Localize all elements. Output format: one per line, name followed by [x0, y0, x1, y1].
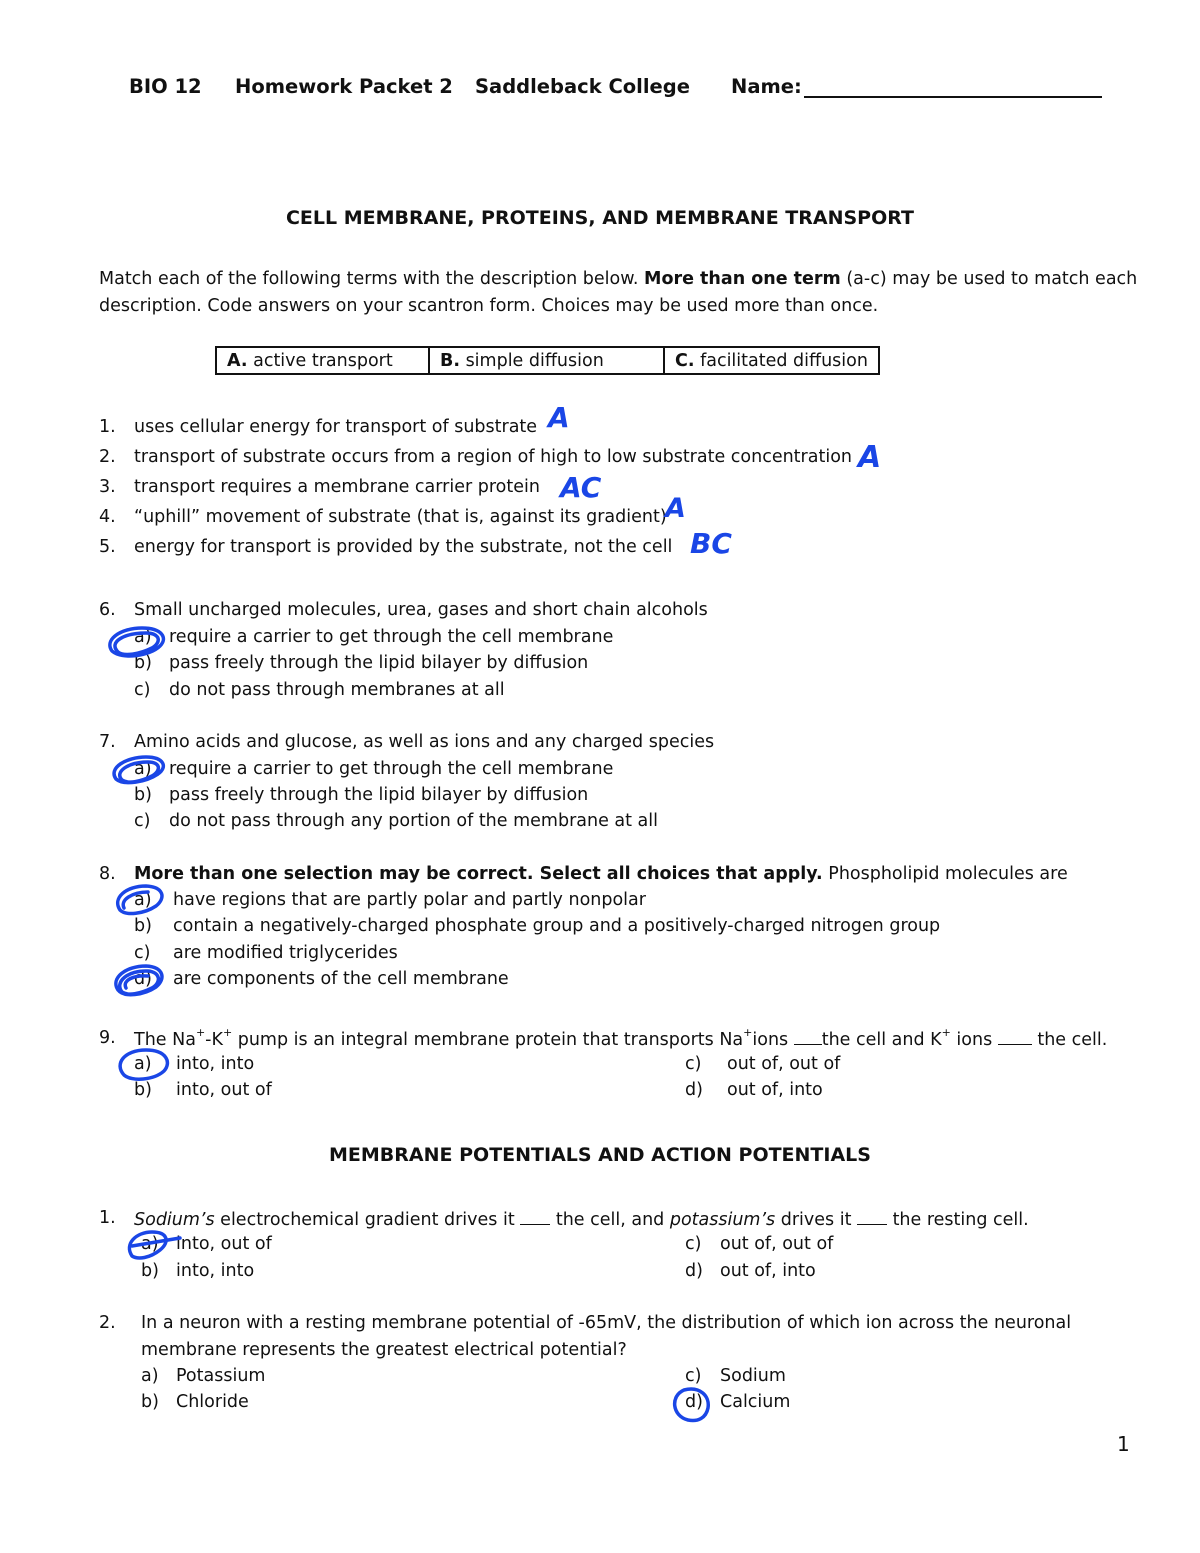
q8-option-b-text: contain a negatively-charged phosphate group and a positively-charged nitrogen group	[173, 916, 941, 936]
q9-option-a-text: into, into	[176, 1054, 255, 1074]
college-label: Saddleback College	[475, 75, 690, 98]
q8-option-b: b)	[134, 916, 152, 936]
page-number: 1	[1117, 1432, 1130, 1456]
q8-option-c: c)	[134, 943, 151, 963]
s2-q1-option-d: d)	[685, 1261, 703, 1281]
s2-q1-option-a: a)	[141, 1234, 159, 1254]
q8-stem: 8. More than one selection may be correct. Select all choices that apply. Phospholipid molecules are	[99, 864, 1068, 884]
q9-option-a: a)	[134, 1054, 152, 1074]
match-item-1: 1. uses cellular energy for transport of substrate	[99, 417, 538, 437]
q7-stem: 7. Amino acids and glucose, as well as ions and any charged species	[99, 732, 715, 752]
match-item-3: 3. transport requires a membrane carrier protein	[99, 477, 540, 497]
s2-q1-option-c-text: out of, out of	[720, 1234, 834, 1254]
q7-option-a-text: require a carrier to get through the cell membrane	[169, 759, 614, 779]
q9-answer-circle	[120, 1050, 167, 1079]
s2-q1-option-c: c)	[685, 1234, 702, 1254]
q9-option-b-text: into, out of	[176, 1080, 272, 1100]
s2-q2-stem-line2: membrane represents the greatest electrical potential?	[141, 1340, 627, 1360]
q7-option-c-text: do not pass through any portion of the membrane at all	[169, 811, 659, 831]
handwritten-answer-5: BC	[690, 527, 732, 560]
q6-option-a-text: require a carrier to get through the cell membrane	[169, 627, 614, 647]
q6-option-c: c)	[134, 680, 151, 700]
q6-option-c-text: do not pass through membranes at all	[169, 680, 505, 700]
choice-a: A. active transport	[216, 347, 429, 374]
q9-stem: 9. The Na+-K+ pump is an integral membrane protein that transports Na+ions the cell and K+ ions the cell.	[99, 1026, 1108, 1050]
s2-q2-stem-line1: 2. In a neuron with a resting membrane potential of -65mV, the distribution of which ion across the neuronal	[99, 1313, 1072, 1333]
handwritten-answer-3: AC	[560, 471, 602, 504]
q6-option-b-text: pass freely through the lipid bilayer by diffusion	[169, 653, 589, 673]
handwritten-answer-1: A	[548, 401, 570, 434]
s2-q2-option-c: c)	[685, 1366, 702, 1386]
s2-q1-option-d-text: out of, into	[720, 1261, 816, 1281]
s2-q1-stem: 1. Sodium’s electrochemical gradient drives it the cell, and potassium’s drives it the resting cell.	[99, 1208, 1029, 1230]
q6-stem: 6. Small uncharged molecules, urea, gases and short chain alcohols	[99, 600, 708, 620]
q9-option-d: d)	[685, 1080, 703, 1100]
s2-q2-option-d: d)	[685, 1392, 703, 1412]
q9-option-d-text: out of, into	[727, 1080, 823, 1100]
section1-title: CELL MEMBRANE, PROTEINS, AND MEMBRANE TRANSPORT	[285, 207, 914, 229]
q8-option-a-text: have regions that are partly polar and partly nonpolar	[173, 890, 646, 910]
match-item-2: 2. transport of substrate occurs from a region of high to low substrate concentration	[99, 447, 852, 467]
s2-q2-option-d-text: Calcium	[720, 1392, 791, 1412]
packet-label: Homework Packet 2	[235, 75, 453, 98]
s2-q2-answer-circle	[675, 1389, 709, 1420]
section2-title: MEMBRANE POTENTIALS AND ACTION POTENTIALS	[329, 1144, 871, 1166]
s2-q2-option-c-text: Sodium	[720, 1366, 786, 1386]
s2-q1-option-a-text: into, out of	[176, 1234, 272, 1254]
match-item-5: 5. energy for transport is provided by the substrate, not the cell	[99, 537, 673, 557]
q8-option-c-text: are modified triglycerides	[173, 943, 398, 963]
choice-b: B. simple diffusion	[429, 347, 664, 374]
q6-answer-circle	[110, 628, 164, 656]
q9-option-b: b)	[134, 1080, 152, 1100]
instructions-line1: Match each of the following terms with the description below. More than one term (a-c) may be used to match each	[99, 269, 1138, 289]
q7-option-c: c)	[134, 811, 151, 831]
q7-answer-circle	[114, 757, 163, 783]
q8-option-d-text: are components of the cell membrane	[173, 969, 509, 989]
s2-q1-option-b: b)	[141, 1261, 159, 1281]
handwritten-answer-2: A	[858, 440, 882, 475]
q9-option-c: c)	[685, 1054, 702, 1074]
q7-option-b-text: pass freely through the lipid bilayer by diffusion	[169, 785, 589, 805]
handwritten-answer-4: A	[665, 493, 686, 524]
s2-q2-option-b: b)	[141, 1392, 159, 1412]
s2-q1-answer-circle	[129, 1232, 180, 1258]
instructions-line2: description. Code answers on your scantron form. Choices may be used more than once.	[99, 296, 879, 316]
s2-q2-option-a-text: Potassium	[176, 1366, 266, 1386]
q8-option-d: d)	[134, 969, 152, 989]
q8-d-answer-circle	[116, 966, 162, 995]
q6-option-b: b)	[134, 653, 152, 673]
q7-option-a: a)	[134, 759, 152, 779]
q6-option-a: a)	[134, 627, 152, 647]
s2-q1-option-b-text: into, into	[176, 1261, 255, 1281]
name-label: Name:	[731, 75, 802, 98]
s2-q2-option-a: a)	[141, 1366, 159, 1386]
match-item-4: 4. “uphill” movement of substrate (that is, against its gradient)	[99, 507, 667, 527]
q8-option-a: a)	[134, 890, 152, 910]
s2-q2-option-b-text: Chloride	[176, 1392, 249, 1412]
course-label: BIO 12	[129, 75, 202, 98]
q9-option-c-text: out of, out of	[727, 1054, 841, 1074]
q7-option-b: b)	[134, 785, 152, 805]
choice-c: C. facilitated diffusion	[664, 347, 879, 374]
q8-a-answer-circle	[118, 886, 162, 913]
